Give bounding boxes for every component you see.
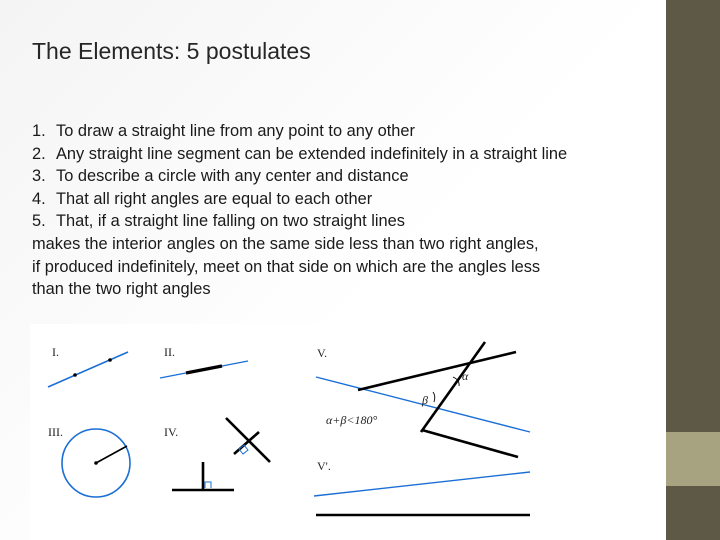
segment-ii <box>186 366 222 373</box>
postulate-5-continuation-1: makes the interior angles on the same side less than two right angles, <box>32 234 539 253</box>
line-v-bottom <box>422 430 518 457</box>
beta-label: β <box>422 393 428 407</box>
line-v-top <box>358 352 516 390</box>
postulates-diagram <box>30 324 540 540</box>
label-v-prime: V'. <box>317 459 331 473</box>
label-ii: II. <box>164 345 175 359</box>
beta-arc <box>433 392 435 402</box>
postulate-text: That, if a straight line falling on two straight lines <box>56 212 405 231</box>
label-iii: III. <box>48 425 63 439</box>
postulate-4 <box>32 188 652 211</box>
endpoint-b <box>108 358 112 362</box>
endpoint-a <box>73 373 77 377</box>
right-angle-marker-iv-b <box>205 482 211 488</box>
parallel-line-blue <box>314 472 530 496</box>
label-v: V. <box>317 346 328 360</box>
postulate-number: 1. <box>32 122 46 140</box>
postulate-number: 5. <box>32 212 46 231</box>
label-i: I. <box>52 345 59 359</box>
postulate-text: To describe a circle with any center and distance <box>56 167 409 186</box>
postulate-3 <box>32 165 652 188</box>
radius <box>96 446 127 463</box>
circle-center <box>94 461 98 465</box>
postulate-2 <box>32 143 652 166</box>
postulate-text: That all right angles are equal to each other <box>56 189 373 208</box>
postulate-1 <box>32 120 652 143</box>
postulate-5-continuation-2: if produced indefinitely, meet on that side on which are the angles less <box>32 257 541 276</box>
postulate-5 <box>32 210 652 233</box>
postulates-figure <box>30 324 540 540</box>
postulate-number: 4. <box>32 189 46 208</box>
postulates-text <box>32 120 652 301</box>
alpha-label: α <box>462 369 469 383</box>
postulate-number: 3. <box>32 167 46 186</box>
angle-sum-equation: α+β<180° <box>326 413 378 427</box>
postulate-text: Any straight line segment can be extended indefinitely in a straight line <box>56 144 568 163</box>
postulate-text: To draw a straight line from any point to any other <box>56 122 415 140</box>
segment-i <box>48 352 128 387</box>
label-iv: IV. <box>164 425 179 439</box>
postulate-number: 2. <box>32 144 46 163</box>
slide-title: The Elements: 5 postulates <box>32 38 311 64</box>
sidebar-accent-block <box>666 432 720 486</box>
postulate-5-continuation-3: than the two right angles <box>32 280 211 299</box>
